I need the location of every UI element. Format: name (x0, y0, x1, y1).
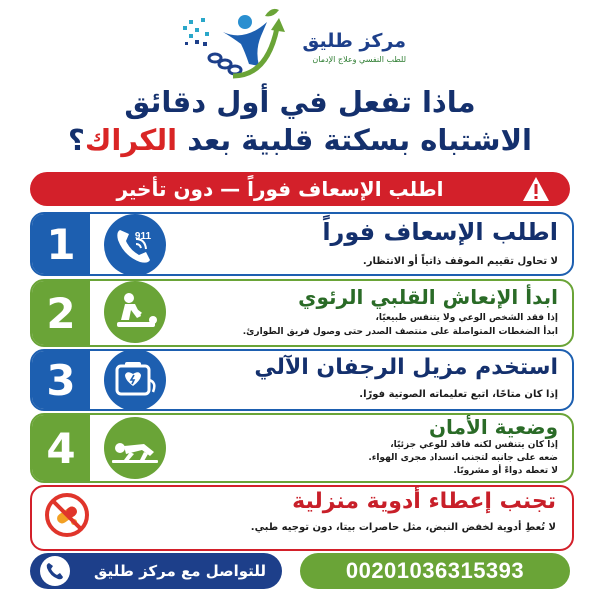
headline-question-mark: ؟ (67, 123, 85, 157)
step-description-line: إذا كان متاحًا، اتبع تعليماته الصوتية فورًا. (359, 389, 558, 400)
step-number: 3 (32, 351, 90, 409)
step-description (182, 387, 558, 402)
step-title: اطلب الإسعاف فوراً (322, 218, 558, 246)
cpr-icon (104, 281, 166, 343)
step-card-4 (30, 413, 574, 483)
avoid-description: لا تُعطِ أدوية لخفض النبض، مثل حاصرات بيتا، دون توجيه طبي. (250, 522, 556, 533)
step-description (182, 254, 558, 269)
step-card-2 (30, 279, 574, 347)
step-number: 4 (32, 415, 90, 481)
step-card-1 (30, 212, 574, 276)
step-description-line: لا تحاول تقييم الموقف ذاتياً أو الانتظار. (362, 256, 558, 267)
brand-subtitle: للطب النفسي وعلاج الإدمان (312, 55, 406, 64)
headline-line-1: ماذا تفعل في أول دقائق (124, 85, 476, 119)
step-description-line: إذا كان يتنفس لكنه فاقد للوعي جزئيًا، (390, 440, 558, 450)
step-number: 1 (32, 214, 90, 274)
no-pills-icon (44, 492, 90, 538)
avoid-title: تجنب إعطاء أدوية منزلية (292, 489, 556, 514)
defibrillator-icon (104, 349, 166, 411)
step-number: 2 (32, 281, 90, 345)
step-card-3 (30, 349, 574, 411)
headline-line-2 (20, 122, 580, 158)
warning-icon (522, 176, 550, 202)
headline-accent: الكراك (84, 123, 178, 157)
phone-number[interactable]: 00201036315393 (345, 558, 525, 583)
phone-911-icon (104, 214, 166, 276)
brand-name: مركز طليق (302, 30, 406, 52)
emergency-banner-text: اطلب الإسعاف فوراً — دون تأخير (116, 177, 444, 201)
step-title: وضعية الأمان (428, 415, 558, 439)
headline-line-2-text: الاشتباه بسكتة قلبية بعد (187, 123, 533, 157)
recovery-position-icon (104, 417, 166, 479)
step-description-line: لا تعطه دواءً أو مشروبًا. (453, 466, 558, 476)
contact-label[interactable]: للتواصل مع مركز طليق (93, 562, 267, 580)
step-title: استخدم مزيل الرجفان الآلي (254, 355, 558, 380)
phone-icon[interactable] (40, 556, 70, 586)
step-description (182, 311, 558, 339)
step-description-line: إذا فقد الشخص الوعي ولا يتنفس طبيعيًا، (375, 313, 558, 323)
svg-text:911: 911 (134, 231, 152, 242)
step-description-line: ضعه على جانبه لتجنب انسداد مجرى الهواء. (368, 453, 558, 463)
step-description (182, 439, 558, 478)
step-description-line: ابدأ الضغطات المتواصلة على منتصف الصدر حتى وصول فريق الطوارئ. (242, 327, 558, 337)
step-title: ابدأ الإنعاش القلبي الرئوي (298, 285, 558, 309)
